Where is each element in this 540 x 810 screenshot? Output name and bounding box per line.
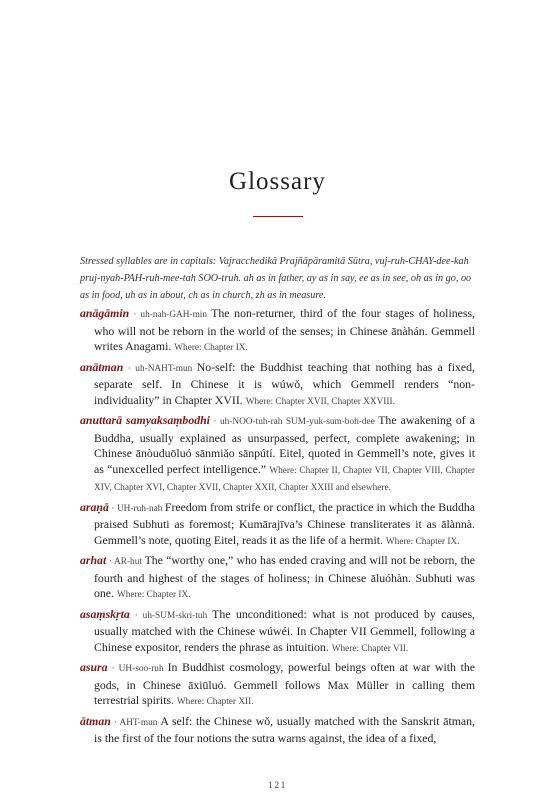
entry-where: Where: Chapter IX. [174,343,248,353]
entry-pronunciation: · uh-NOO-tuh-rah SUM-yuk-sum-boh-dee [209,417,379,427]
entry-pronunciation: · UH-soo-ruh [107,664,168,674]
entry-term: araṇā [80,499,109,514]
entry-pronunciation: · uh-SUM-skri-tuh [129,610,213,621]
entry-where: Where: Chapter VII. [331,643,409,654]
entry-pronunciation: · AHT-mun [110,717,161,728]
entry-term: asaṃskṛta [80,606,130,621]
entry-definition: The non-returner, third of the four stages of holiness, who will not be reborn in the world of the senses; in Chinese ānàhán. Gemmell writes Anagami. [94,306,475,353]
entry-where: Where: Chapter XVII, Chapter XXVIII. [245,396,395,407]
entry-where: Where: Chapter XII. [176,697,254,707]
page-number: 121 [268,781,287,791]
entry-definition: Freedom from strife or conflict, the practice in which the Buddha praised Subhuti as foremost; Kumārajīva’s Chinese transliterates it as ālànnà. Gemmell’s note, quoting Eitel, reads it as the life of a hermit. [94,499,475,547]
entry-term: arhat [80,553,107,567]
entry-definition: No-self: the Buddhist teaching that nothing has a fixed, separate self. In Chinese it is wúwǒ, which Gemmell renders “non-individuality” in Chapter XVII. [94,359,475,407]
page-title: Glossary [229,168,326,195]
entry-term: anātman [80,359,124,374]
glossary-entry [80,500,475,551]
entry-where: Where: Chapter II, Chapter VII, Chapter VIII, Chapter XIV, Chapter XVI, Chapter XVII, Chapter XXII, Chapter XXIII and elsewhere. [94,465,475,493]
entry-definition: The unconditioned: what is not produced by causes, usually matched with the Chinese wúwéi. In Chapter VII Gemmell, following a Chinese expositor, renders the phrase as intuition. [94,606,475,654]
entry-pronunciation: · UH-ruh-nah [108,503,165,514]
glossary-page [80,0,475,810]
entry-where: Where: Chapter IX. [116,590,191,600]
entry-definition: A self: the Chinese wǒ, usually matched with the Sanskrit ātman, is the first of the four notions the sutra warns against, the idea of a fixed, [94,713,475,745]
entry-pronunciation: · uh-NAHT-mun [123,363,197,374]
entry-where: Where: Chapter IX. [385,536,460,547]
glossary-entry [80,553,475,604]
entry-term: anāgāmin [80,306,130,320]
glossary-entry [80,360,475,411]
entry-definition: The awakening of a Buddha, usually explained as unsurpassed, perfect, complete awakening; in Chinese ānòuduōluó sānmiǎo sānpútí. Eitel, quoted in Gemmell’s note, gives it as “unexcelled perfect intelligence.” [94,413,475,476]
entry-definition: In Buddhist cosmology, powerful beings often at war with the gods, in Chinese āxiūluó. Gemmell follows Max Müller in calling them terrestrial spirits. [94,660,475,707]
glossary-entry [80,714,475,747]
glossary-entries [80,306,475,750]
entry-term: ātman [80,713,111,728]
title-rule [253,216,303,217]
glossary-entry [80,306,475,357]
entry-term: asura [80,660,108,674]
intro-paragraph: Stressed syllables are in capitals: Vajracchedikā Prajñāpāramitā Sūtra, vuj-ruh-CHAY-dee-kah pruj-nyah-PAH-ruh-mee-tah SOO-truh. ah as in father, ay as in say, ee as in see, oh as in go, oo as in food, uh as in about, ch as in church, zh as in measure. [80,256,472,301]
entry-pronunciation: · uh-nah-GAH-min [129,310,212,320]
glossary-entry [80,413,475,497]
entry-pronunciation: · AR-hut [106,557,145,567]
entry-definition: The “worthy one,” who has ended craving and will not be reborn, the fourth and highest of the stages of holiness; in Chinese āluóhàn. Subhuti was one. [94,553,475,600]
entry-term: anuttarā samyaksaṃbodhi [80,413,210,427]
glossary-entry [80,660,475,711]
glossary-entry [80,607,475,658]
